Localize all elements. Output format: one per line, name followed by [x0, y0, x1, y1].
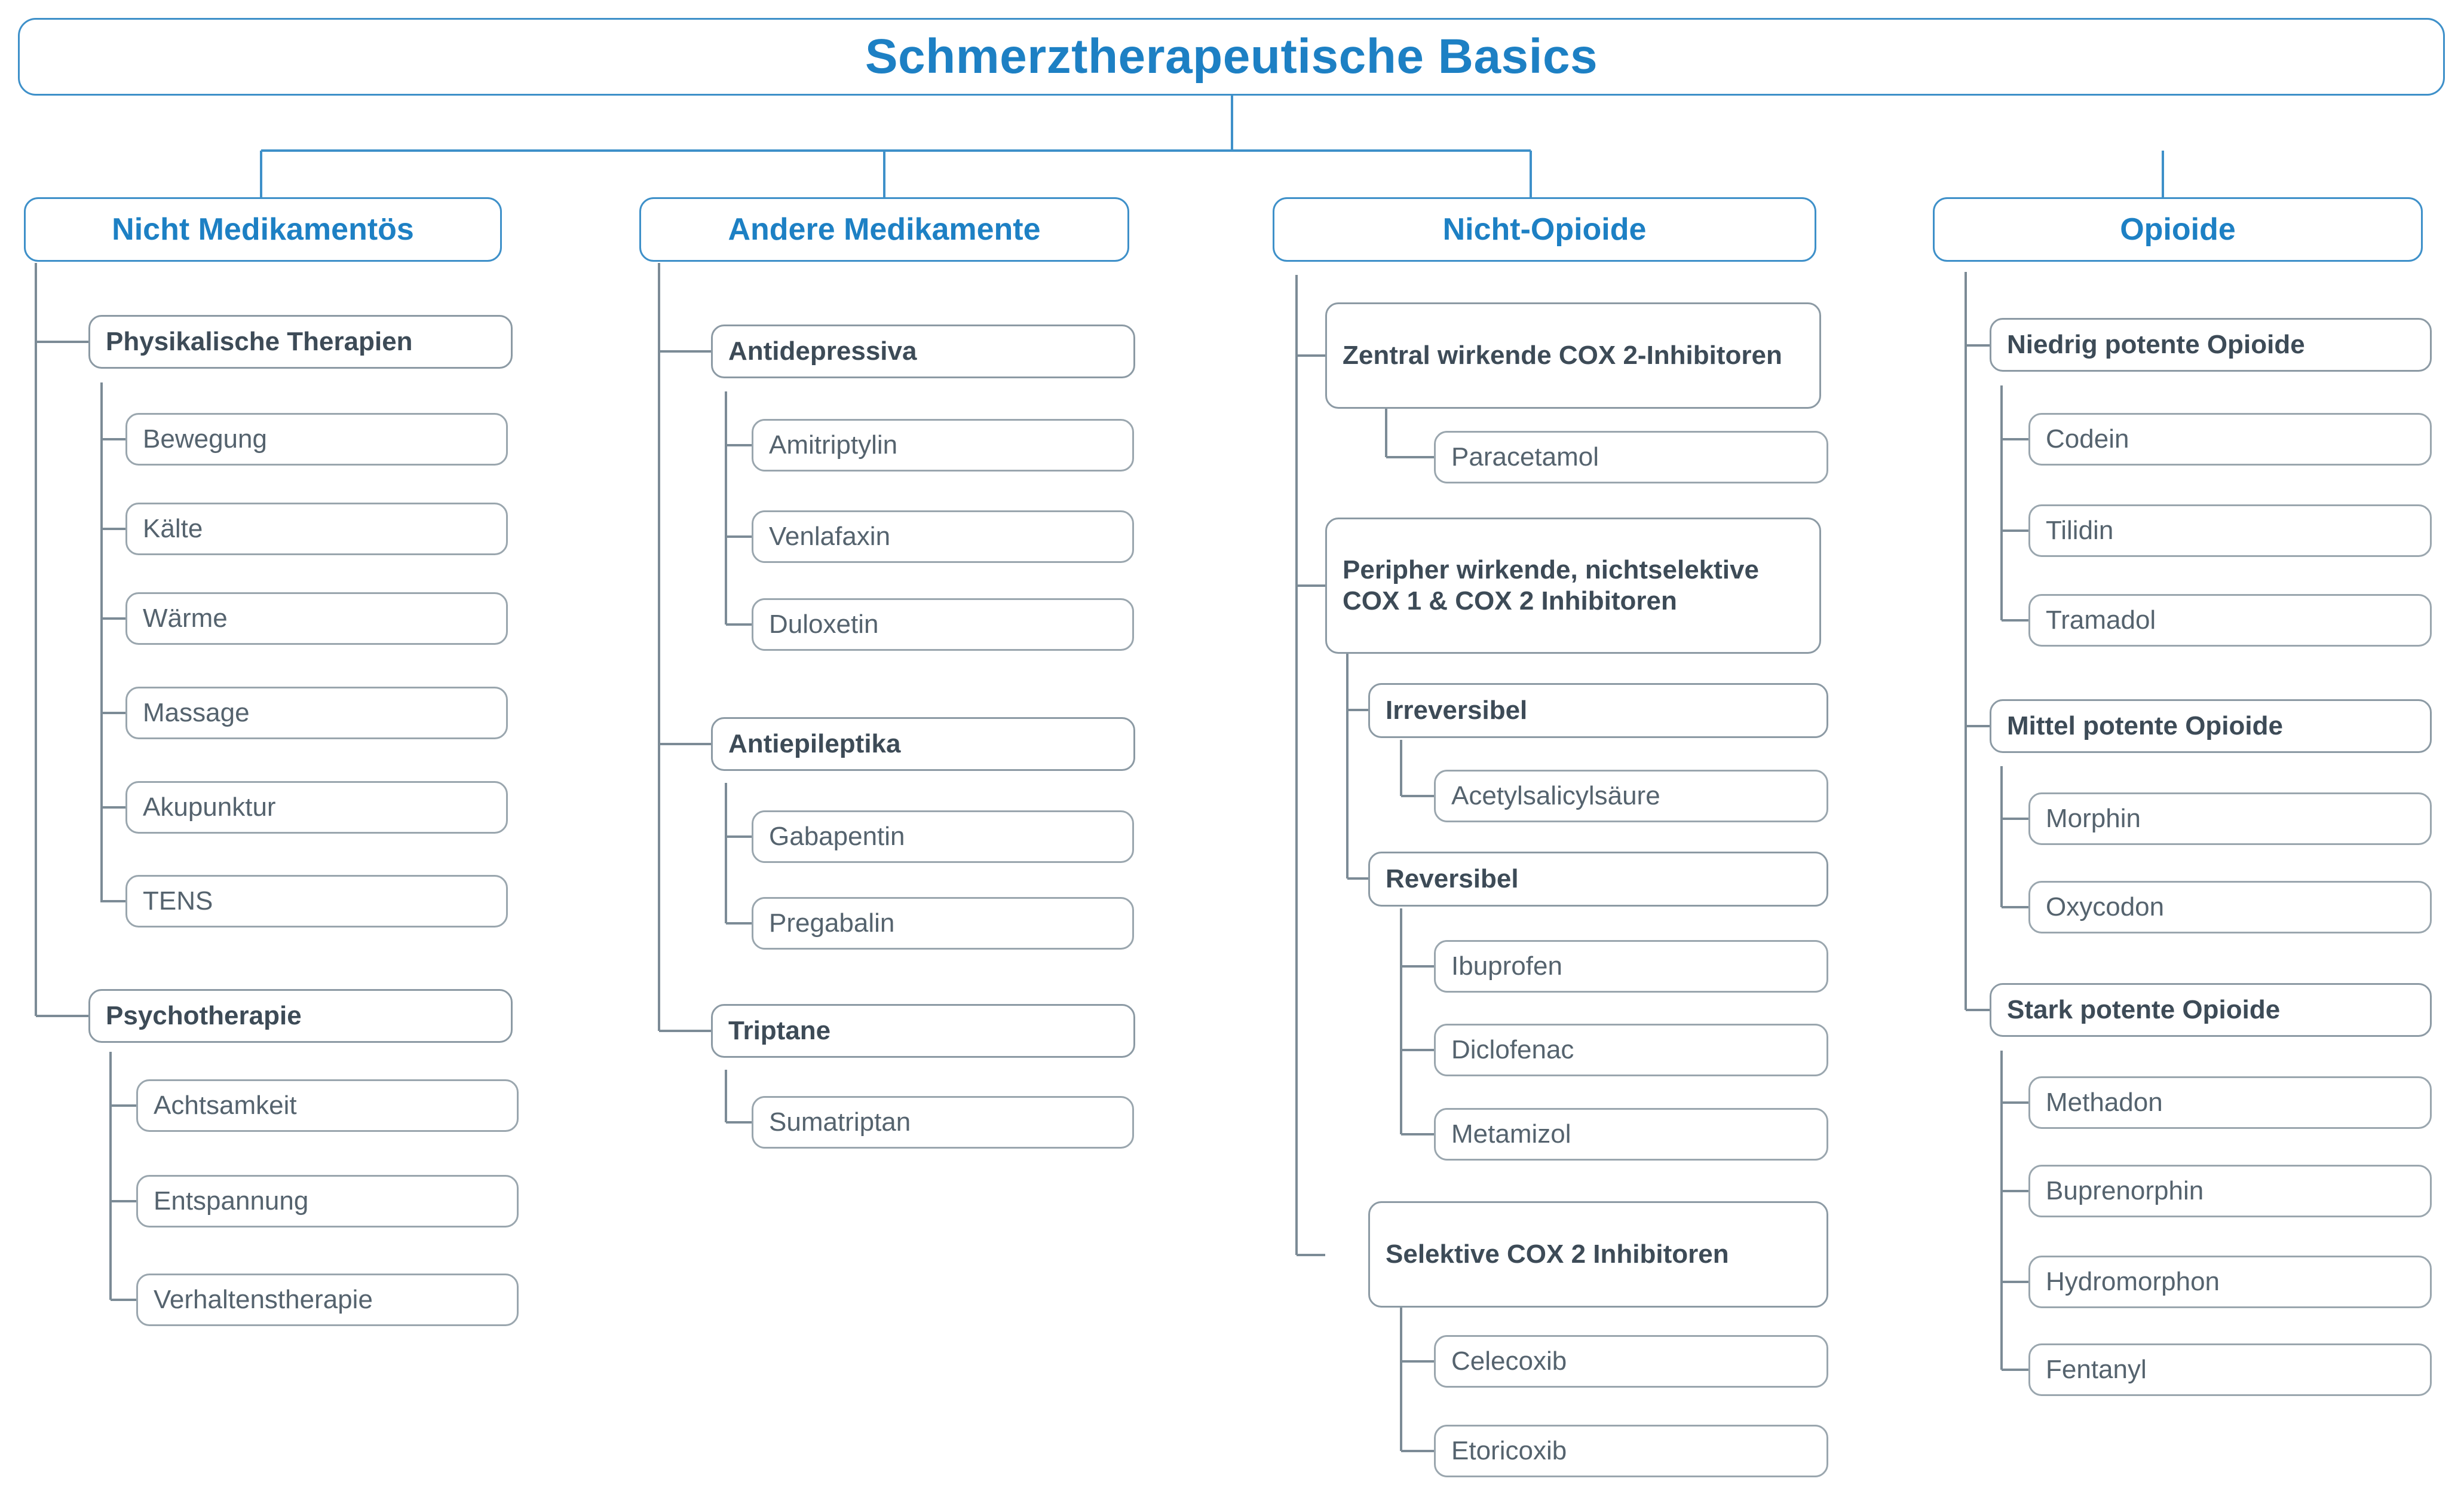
leaf-label: Amitriptylin	[769, 430, 898, 460]
group-label: Peripher wirkende, nichtselektive COX 1 & COX 2 Inhibitoren	[1343, 555, 1759, 616]
leaf-acetylsalicylsaeure[interactable]	[1434, 770, 1828, 822]
leaf-label: Gabapentin	[769, 822, 905, 851]
leaf-label: Fentanyl	[2046, 1355, 2147, 1384]
leaf-tens[interactable]	[125, 875, 508, 928]
leaf-label: Achtsamkeit	[154, 1091, 297, 1120]
leaf-label: Acetylsalicylsäure	[1451, 781, 1660, 810]
category-label: Nicht Medikamentös	[112, 212, 414, 247]
leaf-label: Tramadol	[2046, 605, 2156, 635]
leaf-entspannung[interactable]	[136, 1175, 519, 1228]
leaf-label: Ibuprofen	[1451, 951, 1562, 981]
leaf-label: Buprenorphin	[2046, 1176, 2204, 1205]
category-andere-medikamente[interactable]	[639, 197, 1129, 262]
leaf-bewegung[interactable]	[125, 413, 508, 466]
leaf-duloxetin[interactable]	[752, 598, 1134, 651]
group-label: Stark potente Opioide	[2007, 995, 2281, 1025]
group-physikalische-therapien[interactable]	[88, 315, 513, 369]
leaf-label: Wärme	[143, 604, 228, 633]
leaf-label: Massage	[143, 698, 250, 727]
leaf-celecoxib[interactable]	[1434, 1335, 1828, 1388]
leaf-label: Paracetamol	[1451, 442, 1599, 472]
category-nicht-opioide[interactable]	[1273, 197, 1816, 262]
group-antiepileptika[interactable]	[711, 717, 1135, 771]
leaf-label: Etoricoxib	[1451, 1436, 1567, 1465]
leaf-fentanyl[interactable]	[2028, 1343, 2432, 1396]
group-stark-potente-opioide[interactable]	[1990, 983, 2432, 1037]
group-zentral-wirkende-cox2-inhibitoren[interactable]	[1325, 302, 1821, 409]
group-label: Mittel potente Opioide	[2007, 711, 2283, 741]
category-label: Nicht-Opioide	[1442, 212, 1647, 247]
root-node[interactable]	[18, 18, 2445, 96]
leaf-label: Methadon	[2046, 1088, 2163, 1117]
leaf-label: Sumatriptan	[769, 1107, 911, 1137]
leaf-label: Celecoxib	[1451, 1346, 1567, 1376]
group-label: Antidepressiva	[728, 336, 917, 366]
subgroup-label: Reversibel	[1386, 864, 1519, 894]
leaf-venlafaxin[interactable]	[752, 510, 1134, 563]
group-label: Psychotherapie	[106, 1001, 302, 1031]
leaf-label: Akupunktur	[143, 792, 276, 822]
subgroup-irreversibel[interactable]	[1368, 683, 1828, 738]
leaf-label: Morphin	[2046, 804, 2141, 833]
leaf-tilidin[interactable]	[2028, 504, 2432, 557]
leaf-kaelte[interactable]	[125, 503, 508, 555]
leaf-label: Tilidin	[2046, 516, 2114, 545]
leaf-etoricoxib[interactable]	[1434, 1425, 1828, 1477]
leaf-oxycodon[interactable]	[2028, 881, 2432, 933]
leaf-hydromorphon[interactable]	[2028, 1256, 2432, 1308]
category-opioide[interactable]	[1933, 197, 2423, 262]
leaf-morphin[interactable]	[2028, 792, 2432, 845]
leaf-waerme[interactable]	[125, 592, 508, 645]
leaf-codein[interactable]	[2028, 413, 2432, 466]
leaf-metamizol[interactable]	[1434, 1108, 1828, 1161]
group-label: Selektive COX 2 Inhibitoren	[1386, 1239, 1729, 1269]
group-label: Triptane	[728, 1016, 831, 1046]
leaf-ibuprofen[interactable]	[1434, 940, 1828, 993]
group-mittel-potente-opioide[interactable]	[1990, 699, 2432, 753]
group-selektive-cox2-inhibitoren[interactable]	[1368, 1201, 1828, 1308]
leaf-amitriptylin[interactable]	[752, 419, 1134, 472]
leaf-label: Verhaltenstherapie	[154, 1285, 373, 1314]
leaf-label: Metamizol	[1451, 1119, 1571, 1149]
category-label: Opioide	[2120, 212, 2236, 247]
leaf-methadon[interactable]	[2028, 1076, 2432, 1129]
leaf-tramadol[interactable]	[2028, 594, 2432, 647]
group-antidepressiva[interactable]	[711, 325, 1135, 378]
leaf-pregabalin[interactable]	[752, 897, 1134, 950]
leaf-label: Diclofenac	[1451, 1035, 1574, 1064]
leaf-akupunktur[interactable]	[125, 781, 508, 834]
leaf-buprenorphin[interactable]	[2028, 1165, 2432, 1217]
leaf-sumatriptan[interactable]	[752, 1096, 1134, 1149]
leaf-label: Bewegung	[143, 424, 267, 454]
group-peripher-wirkende-nichtselektive-cox1-cox2-inhibitoren[interactable]	[1325, 518, 1821, 654]
group-triptane[interactable]	[711, 1004, 1135, 1058]
leaf-gabapentin[interactable]	[752, 810, 1134, 863]
leaf-label: Hydromorphon	[2046, 1267, 2220, 1296]
group-psychotherapie[interactable]	[88, 989, 513, 1043]
group-label: Niedrig potente Opioide	[2007, 330, 2305, 360]
category-label: Andere Medikamente	[728, 212, 1041, 247]
leaf-verhaltenstherapie[interactable]	[136, 1274, 519, 1326]
leaf-label: Pregabalin	[769, 908, 895, 938]
leaf-achtsamkeit[interactable]	[136, 1079, 519, 1132]
leaf-label: Kälte	[143, 514, 203, 543]
leaf-massage[interactable]	[125, 687, 508, 739]
leaf-label: Duloxetin	[769, 610, 879, 639]
leaf-paracetamol[interactable]	[1434, 431, 1828, 483]
subgroup-reversibel[interactable]	[1368, 852, 1828, 907]
group-label: Physikalische Therapien	[106, 327, 413, 357]
leaf-label: Venlafaxin	[769, 522, 891, 551]
leaf-label: Codein	[2046, 424, 2129, 454]
group-label: Antiepileptika	[728, 729, 901, 759]
group-niedrig-potente-opioide[interactable]	[1990, 318, 2432, 372]
leaf-diclofenac[interactable]	[1434, 1024, 1828, 1076]
subgroup-label: Irreversibel	[1386, 696, 1528, 726]
group-label: Zentral wirkende COX 2-Inhibitoren	[1343, 341, 1782, 371]
page-title: Schmerztherapeutische Basics	[865, 29, 1598, 84]
category-nicht-medikamentoes[interactable]	[24, 197, 502, 262]
leaf-label: TENS	[143, 886, 213, 916]
leaf-label: Oxycodon	[2046, 892, 2165, 922]
leaf-label: Entspannung	[154, 1186, 309, 1216]
